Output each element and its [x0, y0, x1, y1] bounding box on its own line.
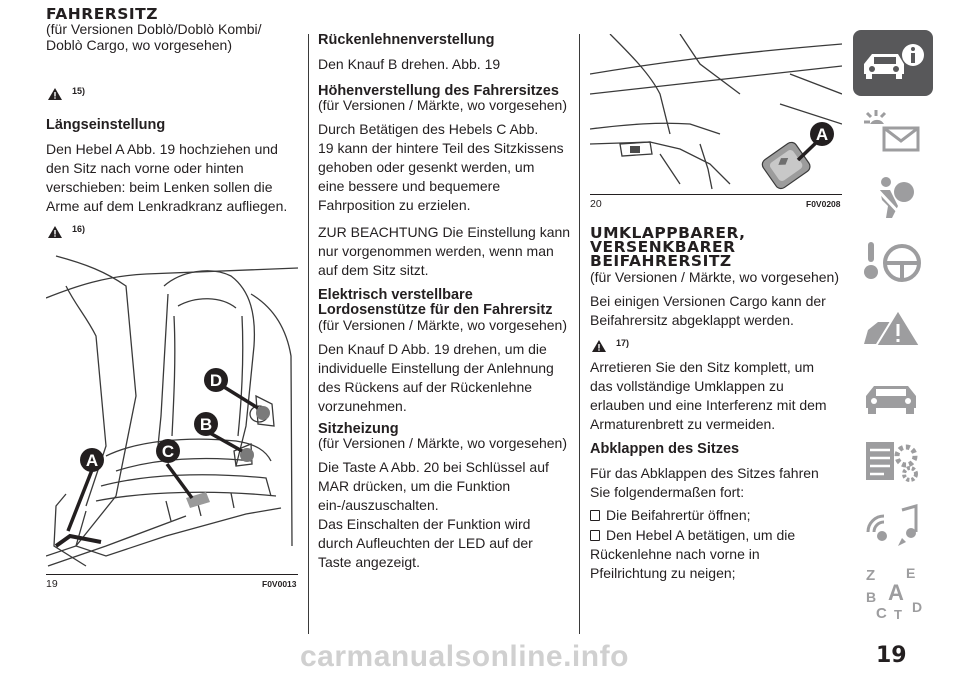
figure-20: [590, 34, 842, 195]
text-line: verschieben: beim Lenken sollen die: [46, 179, 273, 195]
figure-number: 20: [590, 198, 602, 210]
heading-line: BEIFAHRERSITZ: [590, 252, 732, 270]
text-line: Sie folgendermaßen fort:: [590, 484, 745, 500]
car-info-icon: [858, 38, 928, 88]
list-item-text: Die Beifahrertür öffnen;: [606, 507, 751, 523]
callout-a-label: A: [815, 125, 829, 144]
list-item-text: Den Hebel A betätigen, um die: [606, 527, 796, 543]
callout-b-label: B: [199, 415, 213, 434]
section-title-beifahrersitz: [590, 226, 746, 268]
callout-d-label: D: [209, 371, 223, 390]
paragraph-hoehenverstellung: [318, 120, 564, 215]
paragraph-sitzheizung: [318, 458, 549, 572]
text-line: erlauben und eine Interferenz mit dem: [590, 397, 827, 413]
text-line: ein-/auszuschalten.: [318, 497, 439, 513]
text-line: den Sitz nach vorne oder hinten: [46, 160, 244, 176]
paragraph-abklappen: [590, 464, 819, 502]
chapter-sidebar: [853, 30, 933, 628]
text-line: auf dem Sitz sitzt.: [318, 262, 429, 278]
chapter-tab-safety[interactable]: [853, 166, 933, 228]
chapter-tab-emergency[interactable]: [853, 298, 933, 360]
figure-number: 19: [46, 578, 58, 590]
warning-ref-16: [46, 224, 85, 239]
heading-hoehenverstellung: Höhenverstellung des Fahrersitzes: [318, 83, 559, 99]
text-line: Fahrposition zu erzielen.: [318, 197, 471, 213]
column-divider: [308, 34, 309, 634]
text-line: Bei einigen Versionen Cargo kann der: [590, 293, 826, 309]
paragraph-arretieren: [590, 358, 827, 434]
index-letter: C: [876, 605, 887, 620]
warning-triangle-icon: [46, 86, 68, 101]
index-letter: E: [906, 566, 916, 581]
heading-line: UMKLAPPBARER,: [590, 224, 746, 242]
warning-ref-15: [46, 86, 85, 101]
text-line: Taste angezeigt.: [318, 554, 420, 570]
index-letter: D: [912, 599, 923, 615]
paragraph-intro: [590, 292, 826, 330]
text-line: Den Hebel A Abb. 19 hochziehen und: [46, 141, 278, 157]
callout-a-label: A: [85, 451, 99, 470]
figure-code: F0V0208: [806, 199, 841, 209]
text-line: Durch Betätigen des Hebels C Abb.: [318, 121, 539, 137]
warning-ref-label: 17): [616, 338, 630, 348]
warning-triangle-icon: [46, 224, 68, 239]
heading-laengseinstellung: Längseinstellung: [46, 117, 166, 133]
subtitle-line: (für Versionen / Märkte, wo vorgesehen): [590, 269, 840, 285]
driver-seat-illustration: [46, 246, 298, 574]
technical-data-icon: [858, 436, 928, 486]
heading-sitzheizung: Sitzheizung: [318, 421, 399, 437]
heading-lordosenstuetze: Lordosenstütze für den Fahrersitz: [318, 302, 553, 318]
heading-abklappen: Abklappen des Sitzes: [590, 441, 740, 457]
text-line: Arme auf dem Lenkradkranz aufliegen.: [46, 198, 288, 214]
subtitle-line: (für Versionen / Märkte, wo vorgesehen): [318, 317, 568, 333]
paragraph-laengseinstellung: [46, 140, 298, 216]
callout-c-label: C: [161, 442, 175, 461]
chapter-tab-technical-data[interactable]: [853, 430, 933, 492]
text-line: nur vorgenommen werden, wenn man: [318, 243, 554, 259]
paragraph-lordosenstuetze: [318, 340, 554, 416]
text-line: individuelle Einstellung der Anlehnung: [318, 360, 554, 376]
checkbox-bullet-icon: [590, 530, 600, 541]
page-number: 19: [876, 643, 907, 668]
subtitle-line: (für Versionen / Märkte, wo vorgesehen): [318, 97, 568, 113]
multimedia-icon: [858, 502, 928, 552]
paragraph-note: [318, 223, 570, 280]
watermark: carmanualsonline.info: [300, 640, 629, 673]
text-line: durch Aufleuchten der LED auf der: [318, 535, 533, 551]
steering-start-icon: [858, 238, 928, 288]
index-letter: Z: [866, 567, 876, 584]
text-line: vorzunehmen.: [318, 398, 407, 414]
warning-triangle-icon: [590, 338, 612, 353]
figure-19: [46, 246, 298, 575]
figure-code: F0V0013: [262, 579, 297, 589]
text-line: ZUR BEACHTUNG Die Einstellung kann: [318, 224, 571, 240]
text-line: des Rückens auf der Rückenlehne: [318, 379, 533, 395]
index-letter: A: [888, 580, 904, 605]
text-line: eine bessere und bequemere: [318, 178, 501, 194]
text-line: Arretieren Sie den Sitz komplett, um: [590, 359, 815, 375]
chapter-tab-multimedia[interactable]: [853, 496, 933, 558]
section-title-fahrersitz: [46, 7, 262, 53]
text-line: Armaturenbrett zu vermeiden.: [590, 416, 776, 432]
index-letter: B: [866, 589, 877, 605]
list-item-text: Pfeilrichtung zu neigen;: [590, 565, 736, 581]
chapter-tab-warning-lights[interactable]: [853, 100, 933, 162]
seat-heating-button-illustration: [590, 34, 842, 194]
text-line: 19 kann der hintere Teil des Sitzkissens: [318, 140, 564, 156]
chapter-tab-starting-driving[interactable]: [853, 232, 933, 294]
warning-ref-label: 15): [72, 86, 86, 96]
text-line: das vollständige Umklappen zu: [590, 378, 784, 394]
subtitle-line: (für Versionen Doblò/Doblò Kombi/: [46, 21, 262, 37]
text-line: Den Knauf B drehen. Abb. 19: [318, 56, 501, 72]
warning-ref-17: [590, 338, 629, 353]
text-line: Die Taste A Abb. 20 bei Schlüssel auf: [318, 459, 549, 475]
checkbox-bullet-icon: [590, 510, 600, 521]
subtitle-line: (für Versionen / Märkte, wo vorgesehen): [318, 435, 568, 451]
text-line: gehoben oder gesenkt werden, um: [318, 159, 535, 175]
heading-fahrersitz: FAHRERSITZ: [46, 5, 158, 23]
chapter-tab-index[interactable]: [853, 562, 933, 624]
list-item: [590, 526, 795, 583]
chapter-tab-maintenance[interactable]: [853, 364, 933, 426]
index-icon: [858, 566, 928, 620]
text-line: MAR drücken, um die Funktion: [318, 478, 511, 494]
list-item: [590, 506, 751, 525]
text-line: Das Einschalten der Funktion wird: [318, 516, 531, 532]
heading-lordosenstuetze: Elektrisch verstellbare: [318, 287, 473, 303]
emergency-icon: [858, 304, 928, 354]
chapter-tab-car-info[interactable]: [853, 30, 933, 96]
maintenance-car-icon: [858, 370, 928, 420]
warning-ref-label: 16): [72, 224, 86, 234]
list-item-text: Rückenlehne nach vorne in: [590, 546, 760, 562]
airbag-safety-icon: [858, 172, 928, 222]
text-line: Den Knauf D Abb. 19 drehen, um die: [318, 341, 547, 357]
index-letter: T: [894, 607, 902, 620]
subtitle-line: Doblò Cargo, wo vorgesehen): [46, 37, 232, 53]
heading-rueckenlehnenverstellung: Rückenlehnenverstellung: [318, 32, 495, 48]
heading-line: VERSENKBARER: [590, 238, 736, 256]
warning-lights-icon: [858, 106, 928, 156]
text-line: Beifahrersitz abgeklappt werden.: [590, 312, 794, 328]
text-line: Für das Abklappen des Sitzes fahren: [590, 465, 819, 481]
column-divider: [579, 34, 580, 634]
